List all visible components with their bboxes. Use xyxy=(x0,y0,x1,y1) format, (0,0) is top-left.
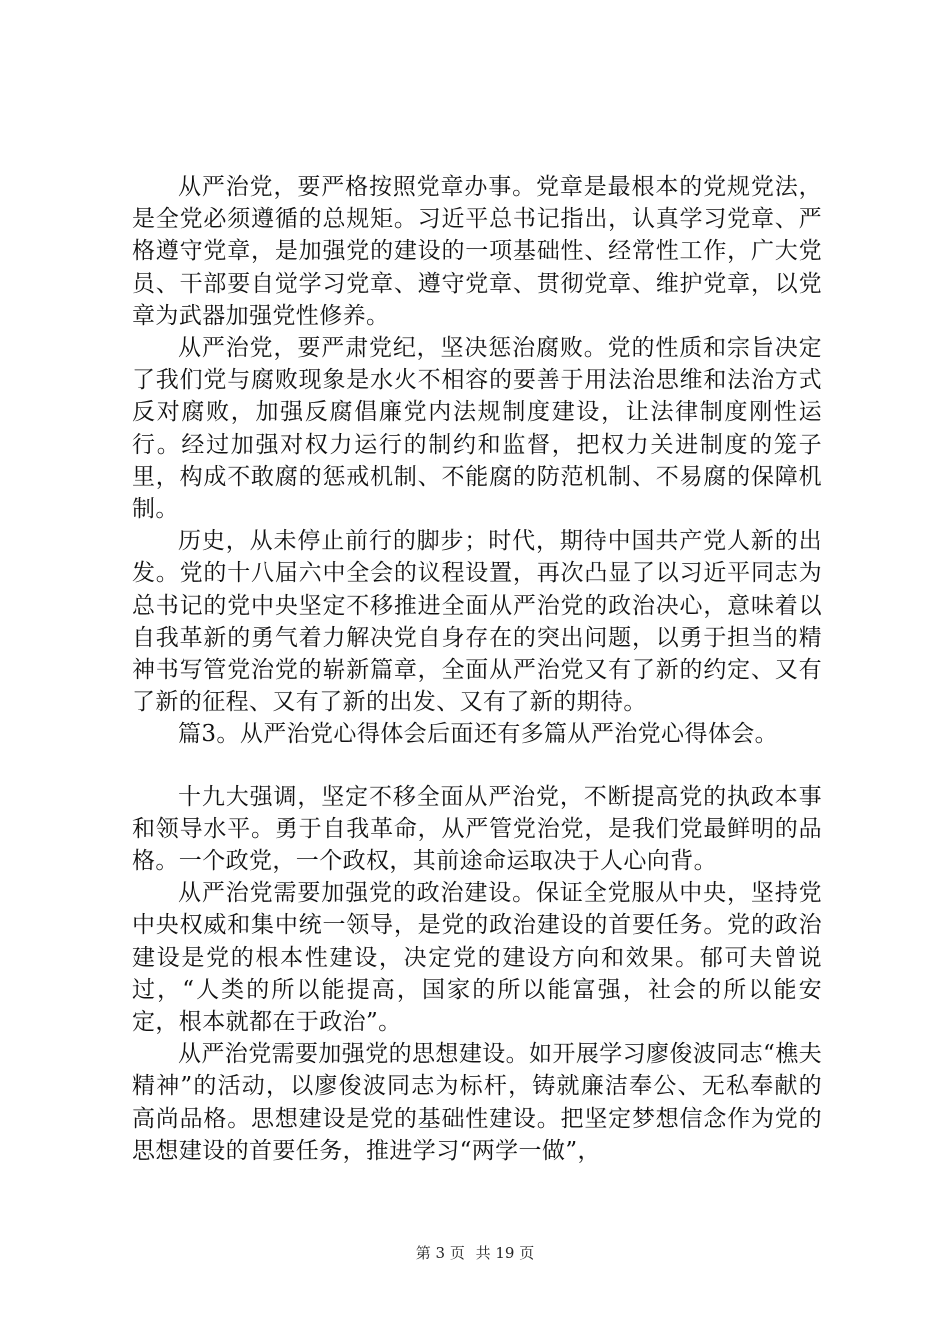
paragraph-19th-congress: 十九大强调，坚定不移全面从严治党，不断提高党的执政本事和领导水平。勇于自我革命，从严管党治党，是我们党最鲜明的品格。一个政党，一个政权，其前途命运取决于人心向背。 xyxy=(132,783,822,875)
paragraph-party-discipline: 从严治党，要严肃党纪，坚决惩治腐败。党的性质和宗旨决定了我们党与腐败现象是水火不相容的要善于用法治思维和法治方式反对腐败，加强反腐倡廉党内法规制度建设，让法律制度刚性运行。经过加强对权力运行的制约和监督，把权力关进制度的笼子里，构成不敢腐的惩戒机制、不能腐的防范机制、不易腐的保障机制。 xyxy=(132,335,822,523)
page-footer xyxy=(0,1242,950,1263)
paragraph-section-3-heading: 篇3。从严治党心得体会后面还有多篇从严治党心得体会。 xyxy=(178,721,779,748)
page-number: 第 3 页 xyxy=(415,1244,465,1262)
paragraph-ideological-construction: 从严治党需要加强党的思想建设。如开展学习廖俊波同志“樵夫精神”的活动，以廖俊波同志为标杆，铸就廉洁奉公、无私奉献的高尚品格。思想建设是党的基础性建设。把坚定梦想信念作为党的思想建设的首要任务，推进学习“两学一做”， xyxy=(132,1041,822,1164)
paragraph-history-era: 历史，从未停止前行的脚步；时代，期待中国共产党人新的出发。党的十八届六中全会的议程设置，再次凸显了以习近平同志为总书记的党中央坚定不移推进全面从严治党的政治决心，意味着以自我革新的勇气着力解决党自身存在的突出问题，以勇于担当的精神书写管党治党的崭新篇章，全面从严治党又有了新的约定、又有了新的征程、又有了新的出发、又有了新的期待。 xyxy=(132,528,822,716)
document-body xyxy=(132,171,822,1167)
page-total: 共 19 页 xyxy=(475,1244,535,1262)
section-spacer xyxy=(132,751,822,781)
paragraph-political-construction: 从严治党需要加强党的政治建设。保证全党服从中央，坚持党中央权威和集中统一领导，是党的政治建设的首要任务。党的政治建设是党的根本性建设，决定党的建设方向和效果。郁可夫曾说过，“人类的所以能提高，国家的所以能富强，社会的所以能安定，根本就都在于政治”。 xyxy=(132,880,822,1036)
paragraph-party-constitution: 从严治党，要严格按照党章办事。党章是最根本的党规党法，是全党必须遵循的总规矩。习近平总书记指出，认真学习党章、严格遵守党章，是加强党的建设的一项基础性、经常性工作，广大党员、干部要自觉学习党章、遵守党章、贯彻党章、维护党章，以党章为武器加强党性修养。 xyxy=(132,174,822,329)
